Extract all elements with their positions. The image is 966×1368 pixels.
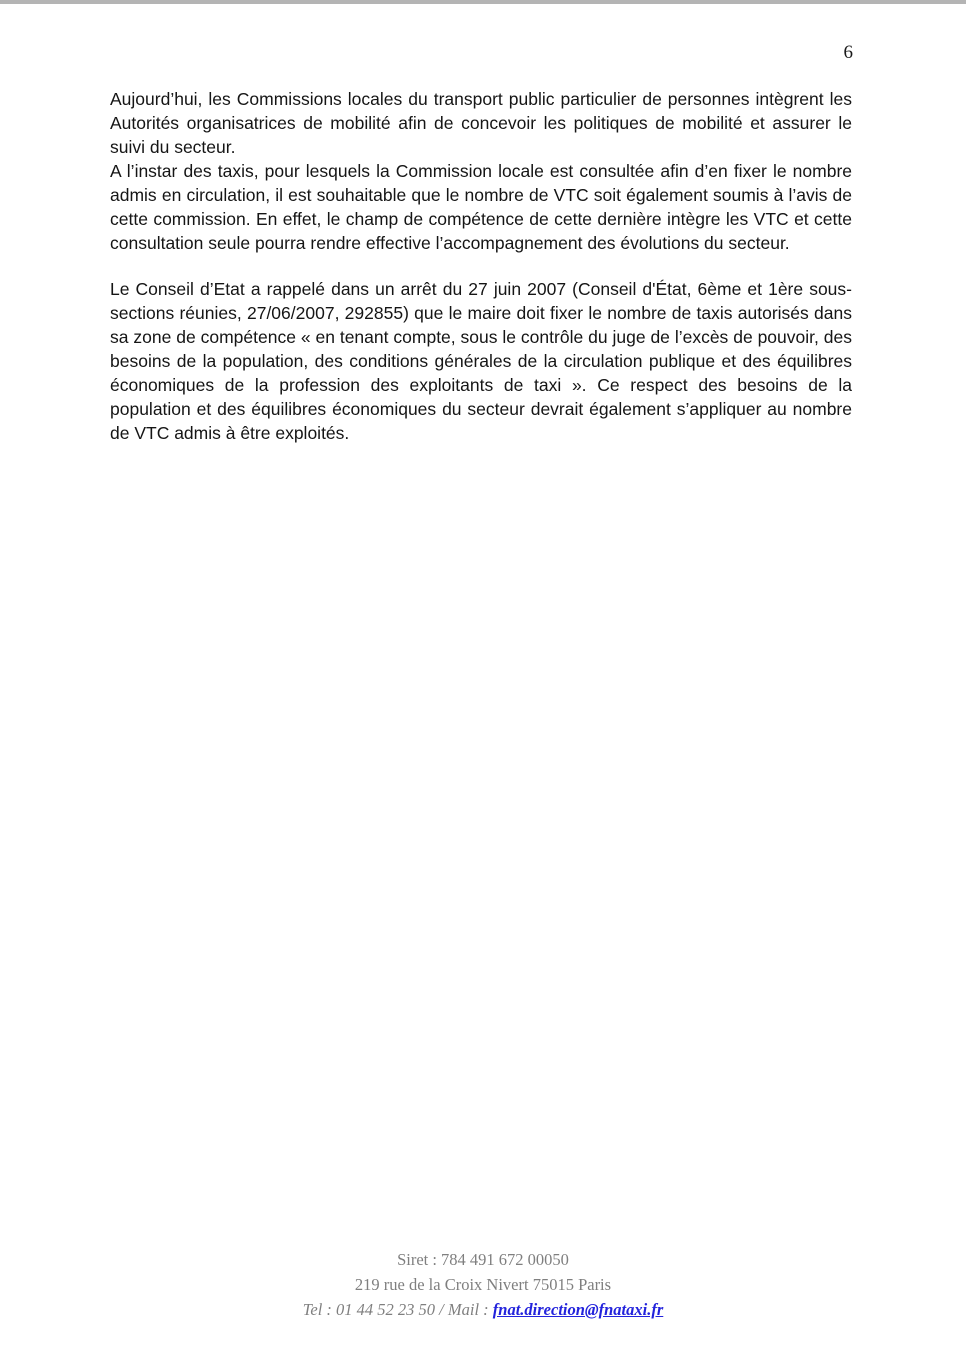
footer-contact — [0, 1297, 966, 1322]
document-body — [110, 87, 852, 445]
footer-contact-prefix: Tel : 01 44 52 23 50 / Mail : — [302, 1300, 493, 1319]
email-link[interactable]: fnat.direction@fnataxi.fr — [492, 1300, 664, 1319]
body-paragraph: A l’instar des taxis, pour lesquels la Commission locale est consultée afin d’en fixer le nombre admis en circulation, il est souhaitable que le nombre de VTC soit également soumis à l’avis de cette commission. En effet, le champ de compétence de cette dernière intègre les VTC et cette consultation seule pourra rendre effective l’accompagnement des évolutions du secteur. — [110, 161, 852, 253]
page-number: 6 — [843, 42, 853, 63]
page-top-border — [0, 0, 966, 4]
body-paragraph: Aujourd’hui, les Commissions locales du transport public particulier de personnes intègrent les Autorités organisatrices de mobilité afin de concevoir les politiques de mobilité et assurer le suivi du secteur. — [110, 89, 852, 157]
footer-address: 219 rue de la Croix Nivert 75015 Paris — [354, 1275, 612, 1294]
footer-siret: Siret : 784 491 672 00050 — [397, 1250, 569, 1269]
body-paragraph: Le Conseil d’Etat a rappelé dans un arrêt du 27 juin 2007 (Conseil d'État, 6ème et 1ère sous-sections réunies, 27/06/2007, 292855) que le maire doit fixer le nombre de taxis autorisés dans sa zone de compétence « en tenant compte, sous le contrôle du juge de l’excès de pouvoir, des besoins de la population, des conditions générales de la circulation publique et des équilibres économiques de la profession des exploitants de taxi ». Ce respect des besoins de la population et des équilibres économiques du secteur devrait également s’appliquer au nombre de VTC admis à être exploités. — [110, 279, 852, 443]
page-footer — [0, 1247, 966, 1322]
